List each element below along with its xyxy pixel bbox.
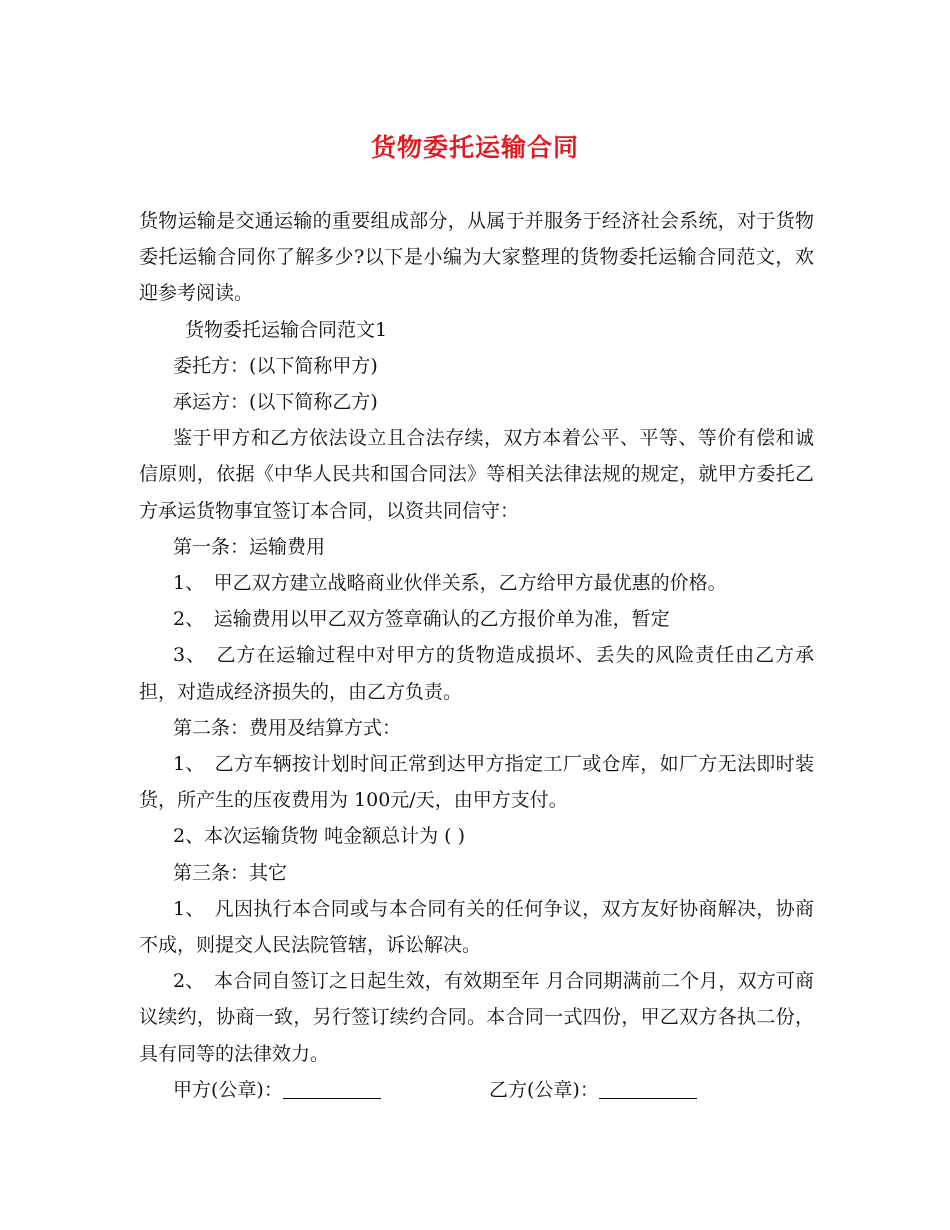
- article-1-heading: 第一条：运输费用: [173, 535, 326, 558]
- article-3-clause-1: 1、 凡因执行本合同或与本合同有关的任何争议，双方友好协商解决，协商不成，则提交人民法院管辖，诉讼解决。: [139, 897, 814, 957]
- article-3-clause-2: 2、 本合同自签订之日起生效，有效期至年 月合同期满前二个月，双方可商议续约，协商一致，另行签订续约合同。本合同一式四份，甲乙双方各执二份，具有同等的法律效力。: [139, 970, 814, 1065]
- article-1-clause-3: 3、 乙方在运输过程中对甲方的货物造成损坏、丢失的风险责任由乙方承担，对造成经济损失的，由乙方负责。: [139, 644, 814, 703]
- article-2-heading: 第二条：费用及结算方式：: [173, 716, 402, 739]
- article-1-clause-1: 1、 甲乙双方建立战略商业伙伴关系，乙方给甲方最优惠的价格。: [173, 572, 727, 595]
- client-party: 委托方：(以下简称甲方): [173, 354, 378, 377]
- article-3-heading: 第三条：其它: [173, 861, 288, 884]
- article-2-clause-2: 2、本次运输货物 吨金额总计为 ( ): [173, 825, 466, 848]
- preamble-paragraph: 鉴于甲方和乙方依法设立且合法存续，双方本着公平、平等、等价有偿和诚信原则，依据《中华人民共和国合同法》等相关法律法规的规定，就甲方委托乙方承运货物事宜签订本合同，以资共同信守：: [139, 427, 814, 522]
- article-1-clause-2: 2、 运输费用以甲乙双方签章确认的乙方报价单为准，暂定: [173, 608, 670, 631]
- party-a-blank: [283, 1078, 381, 1099]
- document-body: [139, 203, 814, 1108]
- article-2-clause-1: 1、 乙方车辆按计划时间正常到达甲方指定工厂或仓库，如厂方无法即时装货，所产生的压夜费用为 100元/天，由甲方支付。: [139, 753, 814, 812]
- intro-paragraph: 货物运输是交通运输的重要组成部分，从属于并服务于经济社会系统，对于货物委托运输合同你了解多少?以下是小编为大家整理的货物委托运输合同范文，欢迎参考阅读。: [139, 210, 814, 305]
- document-title: 货物委托运输合同: [370, 133, 579, 162]
- sample-heading: 货物委托运输合同范文1: [185, 318, 388, 341]
- carrier-party: 承运方：(以下简称乙方): [173, 391, 378, 414]
- party-a-label: 甲方(公章)：: [173, 1078, 283, 1101]
- party-a-signature: [173, 1072, 489, 1108]
- party-b-label: 乙方(公章)：: [489, 1078, 599, 1101]
- party-b-signature: [489, 1072, 697, 1108]
- signature-line: [139, 1072, 814, 1108]
- party-b-blank: [599, 1078, 697, 1099]
